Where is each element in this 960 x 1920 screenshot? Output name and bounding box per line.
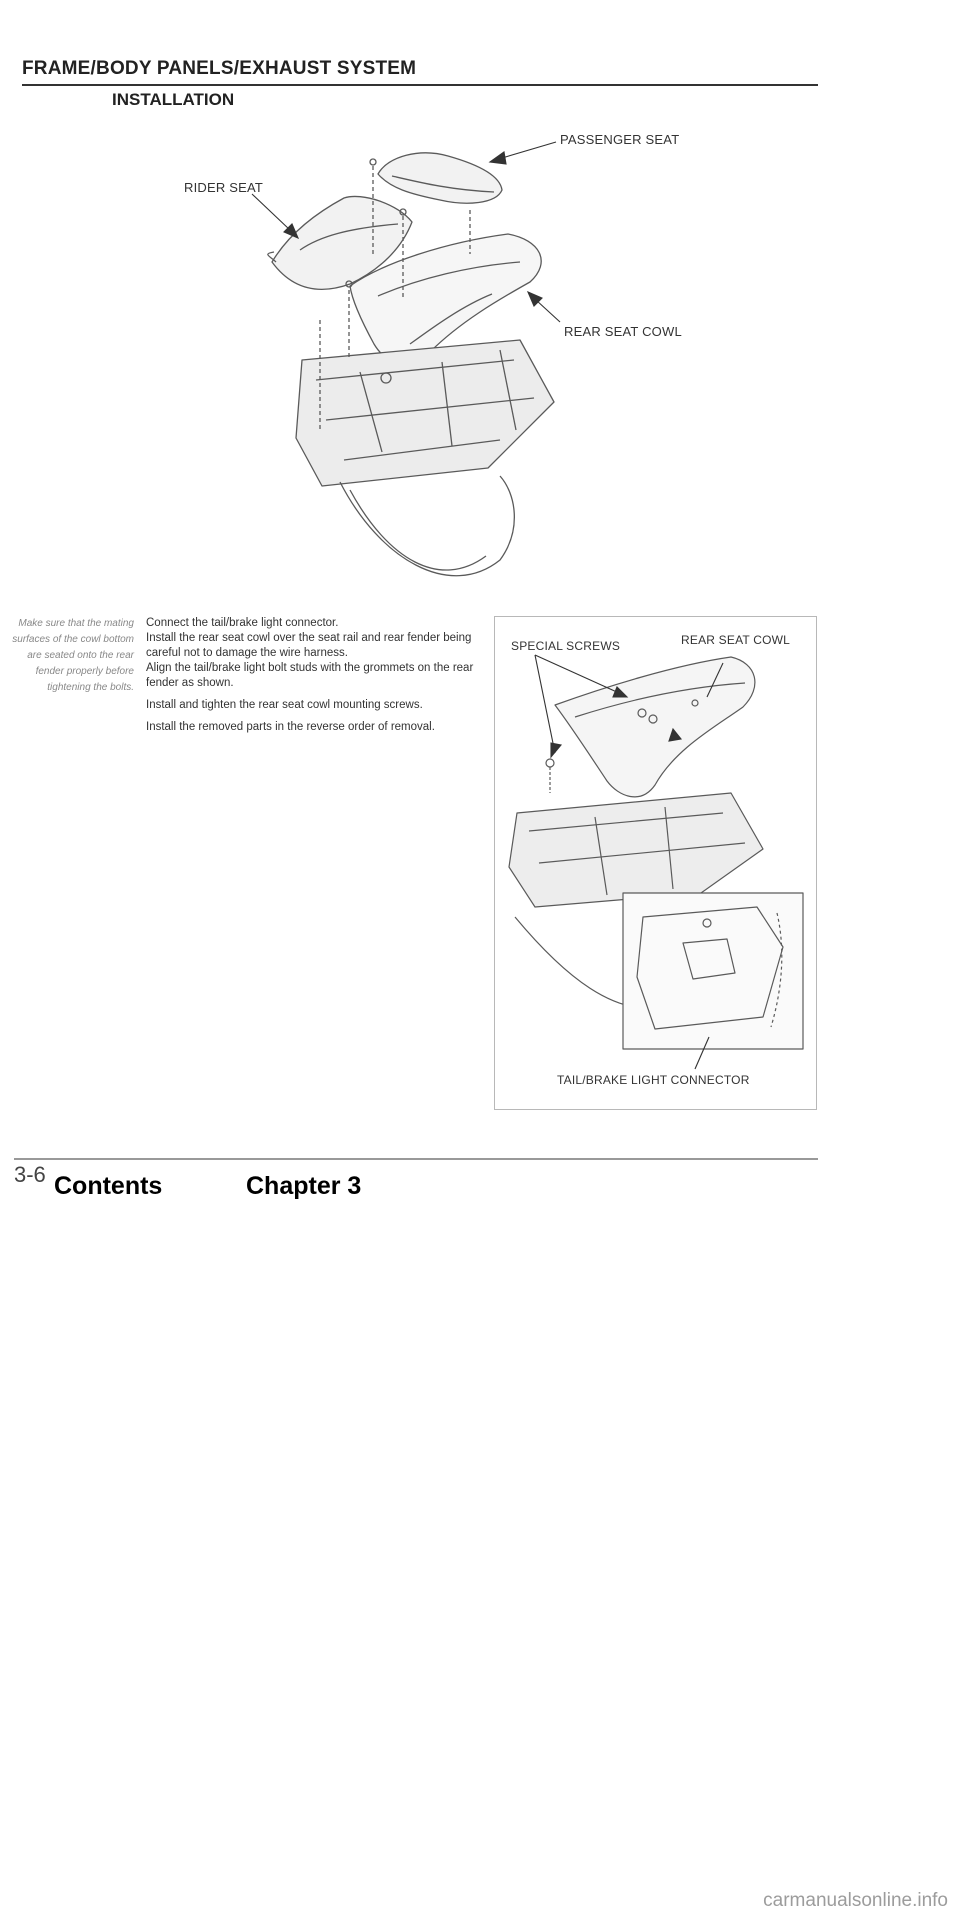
instruction-step: Align the tail/brake light bolt studs with the grommets on the rear fender as shown. <box>146 662 474 689</box>
tail-brake-connector-label: TAIL/BRAKE LIGHT CONNECTOR <box>557 1073 750 1087</box>
installation-heading: INSTALLATION <box>112 90 235 109</box>
instruction-step: Install the removed parts in the reverse order of removal. <box>146 721 435 733</box>
seat-cowl-exploded-drawing <box>0 0 960 620</box>
special-screws-label: SPECIAL SCREWS <box>511 639 621 653</box>
contents-link[interactable]: Contents <box>54 1172 163 1200</box>
section-title: FRAME/BODY PANELS/EXHAUST SYSTEM <box>22 58 417 79</box>
rear-seat-cowl-label: REAR SEAT COWL <box>564 324 682 339</box>
instruction-step: Connect the tail/brake light connector. <box>146 617 339 629</box>
page-number: 3-6 <box>14 1162 46 1187</box>
chapter-3-link[interactable]: Chapter 3 <box>246 1172 362 1200</box>
instruction-step: Install and tighten the rear seat cowl mounting screws. <box>146 699 423 711</box>
detail-drawing <box>495 617 818 1111</box>
footer-divider <box>14 1158 818 1160</box>
side-note: Make sure that the mating surfaces of the cowl bottom are seated onto the rear fender properly before tightening the bolts. <box>12 618 134 693</box>
passenger-seat-label: PASSENGER SEAT <box>560 132 680 147</box>
detail-illustration-box <box>494 616 817 1110</box>
detail-rear-seat-cowl-label: REAR SEAT COWL <box>681 633 791 647</box>
watermark: carmanualsonline.info <box>763 1890 948 1911</box>
rider-seat-label: RIDER SEAT <box>184 180 264 195</box>
main-illustration <box>0 0 960 620</box>
instruction-step: Install the rear seat cowl over the seat rail and rear fender being careful not to damage the wire harness. <box>146 632 472 659</box>
installation-instructions <box>146 616 484 742</box>
